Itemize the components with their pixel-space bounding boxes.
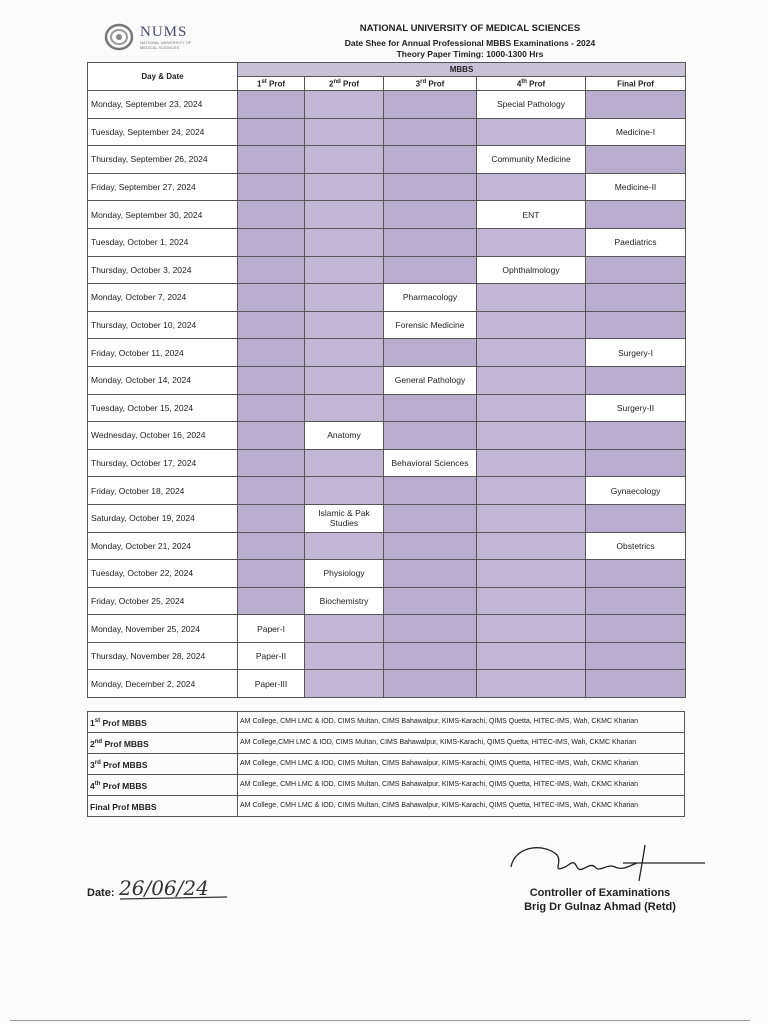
empty-cell <box>586 256 686 284</box>
empty-cell <box>586 449 686 477</box>
empty-cell <box>384 256 477 284</box>
empty-cell <box>477 615 586 643</box>
table-row <box>88 394 686 422</box>
empty-cell <box>477 670 586 698</box>
prof-label <box>88 775 238 796</box>
exam-cell: General Pathology <box>384 366 477 394</box>
column-suffix: th <box>521 78 527 85</box>
exam-cell: Anatomy <box>305 422 384 450</box>
column-header-2 <box>305 77 384 91</box>
empty-cell <box>384 560 477 588</box>
table-row <box>88 532 686 560</box>
column-header-1 <box>238 77 305 91</box>
exam-cell: Biochemistry <box>305 587 384 615</box>
empty-cell <box>384 477 477 505</box>
column-suffix: rd <box>420 78 427 85</box>
institutes-table <box>87 711 685 817</box>
table-row <box>88 311 686 339</box>
prof-text: Prof MBBS <box>103 759 148 770</box>
row-date: Monday, September 30, 2024 <box>88 201 238 229</box>
college-list: AM College, CMH LMC & IOD, CIMS Multan, CIMS Bahawalpur, KIMS-Karachi, QIMS Quetta, HITEC-IMS, Wah, CKMC Kharian <box>238 796 685 817</box>
column-label: Prof <box>343 79 360 89</box>
table-row <box>88 256 686 284</box>
prof-suffix: rd <box>94 760 101 767</box>
empty-cell <box>384 615 477 643</box>
column-header-5 <box>586 77 686 91</box>
empty-cell <box>384 587 477 615</box>
handwritten-date-icon <box>117 869 237 909</box>
empty-cell <box>238 284 305 312</box>
prof-suffix: nd <box>94 739 103 746</box>
empty-cell <box>238 91 305 119</box>
empty-cell <box>238 256 305 284</box>
column-number: Final Prof <box>617 79 654 89</box>
empty-cell <box>384 228 477 256</box>
empty-cell <box>305 228 384 256</box>
signature <box>505 837 705 892</box>
column-number: 3 <box>415 79 421 89</box>
paper-timing: Theory Paper Timing: 1000-1300 Hrs <box>396 49 544 59</box>
table-row <box>88 560 686 588</box>
empty-cell <box>305 615 384 643</box>
page-bottom-divider <box>10 1020 750 1021</box>
table-row <box>88 118 686 146</box>
table-row <box>88 339 686 367</box>
college-list: AM College, CMH LMC & IOD, CIMS Multan, CIMS Bahawalpur, KIMS-Karachi, QIMS Quetta, HITEC-IMS, Wah, CKMC Kharian <box>238 712 685 733</box>
empty-cell <box>477 504 586 532</box>
institute-row <box>88 796 685 817</box>
empty-cell <box>586 201 686 229</box>
table-row <box>88 284 686 312</box>
prof-label <box>88 712 238 733</box>
empty-cell <box>238 477 305 505</box>
institute-row <box>88 775 685 796</box>
empty-cell <box>305 91 384 119</box>
empty-cell <box>305 642 384 670</box>
empty-cell <box>384 670 477 698</box>
mbbs-group-header: MBBS <box>238 63 686 77</box>
college-list: AM College, CMH LMC & IOD, CIMS Multan, CIMS Bahawalpur, KIMS-Karachi, QIMS Quetta, HITEC-IMS, Wah, CKMC Kharian <box>238 754 685 775</box>
prof-number: 4 <box>90 780 95 791</box>
empty-cell <box>384 146 477 174</box>
empty-cell <box>238 587 305 615</box>
table-row <box>88 173 686 201</box>
college-list: AM College,CMH LMC & IOD, CIMS Multan, CIMS Bahawalpur, KIMS-Karachi, QIMS Quetta, HITEC-IMS, Wah, CKMC Kharian <box>238 733 685 754</box>
empty-cell <box>384 118 477 146</box>
empty-cell <box>305 449 384 477</box>
row-date: Friday, October 25, 2024 <box>88 587 238 615</box>
table-row <box>88 504 686 532</box>
exam-cell: Ophthalmology <box>477 256 586 284</box>
empty-cell <box>477 532 586 560</box>
prof-number: 3 <box>90 759 95 770</box>
empty-cell <box>305 394 384 422</box>
empty-cell <box>238 173 305 201</box>
empty-cell <box>477 311 586 339</box>
empty-cell <box>384 201 477 229</box>
row-date: Tuesday, October 1, 2024 <box>88 228 238 256</box>
table-row <box>88 366 686 394</box>
prof-number: 1 <box>90 717 95 728</box>
table-row <box>88 91 686 119</box>
prof-text: Prof MBBS <box>104 738 149 749</box>
empty-cell <box>305 173 384 201</box>
controller-title: Controller of Examinations <box>529 887 671 899</box>
row-date: Saturday, October 19, 2024 <box>88 504 238 532</box>
empty-cell <box>586 615 686 643</box>
empty-cell <box>586 284 686 312</box>
empty-cell <box>238 228 305 256</box>
table-row <box>88 422 686 450</box>
column-number: 4 <box>516 79 522 89</box>
exam-cell: Gynaecology <box>586 477 686 505</box>
table-row <box>88 642 686 670</box>
empty-cell <box>586 311 686 339</box>
row-date: Thursday, October 10, 2024 <box>88 311 238 339</box>
row-date: Monday, December 2, 2024 <box>88 670 238 698</box>
empty-cell <box>586 146 686 174</box>
empty-cell <box>238 560 305 588</box>
signature-icon <box>505 837 705 887</box>
empty-cell <box>384 91 477 119</box>
empty-cell <box>238 504 305 532</box>
institute-row <box>88 712 685 733</box>
logo-text: NUMS <box>140 24 188 40</box>
column-header-4 <box>477 77 586 91</box>
empty-cell <box>384 422 477 450</box>
row-date: Monday, October 14, 2024 <box>88 366 238 394</box>
column-suffix: st <box>261 78 267 85</box>
table-row <box>88 201 686 229</box>
row-date: Monday, October 7, 2024 <box>88 284 238 312</box>
prof-text: Final Prof MBBS <box>90 801 157 812</box>
empty-cell <box>238 422 305 450</box>
prof-suffix: st <box>94 718 101 725</box>
column-label: Prof <box>269 79 286 89</box>
date-sheet-table <box>87 62 686 698</box>
empty-cell <box>477 173 586 201</box>
svg-text:26/06/24: 26/06/24 <box>119 876 209 900</box>
prof-suffix: th <box>94 781 101 788</box>
table-row <box>88 615 686 643</box>
empty-cell <box>238 532 305 560</box>
empty-cell <box>384 532 477 560</box>
empty-cell <box>477 477 586 505</box>
institute-row <box>88 754 685 775</box>
prof-text: Prof MBBS <box>102 780 148 791</box>
empty-cell <box>305 201 384 229</box>
logo-subtext: NATIONAL UNIVERSITY OF MEDICAL SCIENCES <box>140 40 192 50</box>
exam-cell: Obstetrics <box>586 532 686 560</box>
empty-cell <box>238 449 305 477</box>
prof-label <box>88 733 238 754</box>
empty-cell <box>477 422 586 450</box>
prof-text: Prof MBBS <box>102 717 147 728</box>
empty-cell <box>586 670 686 698</box>
exam-cell: Surgery-II <box>586 394 686 422</box>
prof-label <box>88 754 238 775</box>
page-title: Date Shee for Annual Professional MBBS Examinations - 2024 <box>344 38 596 48</box>
empty-cell <box>477 587 586 615</box>
row-date: Tuesday, September 24, 2024 <box>88 118 238 146</box>
empty-cell <box>477 228 586 256</box>
empty-cell <box>305 670 384 698</box>
empty-cell <box>477 118 586 146</box>
table-row <box>88 587 686 615</box>
institute-row <box>88 733 685 754</box>
empty-cell <box>477 366 586 394</box>
empty-cell <box>477 642 586 670</box>
empty-cell <box>586 366 686 394</box>
empty-cell <box>477 560 586 588</box>
empty-cell <box>586 422 686 450</box>
empty-cell <box>305 339 384 367</box>
table-row <box>88 477 686 505</box>
empty-cell <box>384 339 477 367</box>
empty-cell <box>305 256 384 284</box>
table-row <box>88 146 686 174</box>
exam-cell: Behavioral Sciences <box>384 449 477 477</box>
empty-cell <box>586 91 686 119</box>
empty-cell <box>238 366 305 394</box>
column-label: Prof <box>428 79 445 89</box>
table-row <box>88 228 686 256</box>
column-number: 2 <box>328 79 334 89</box>
exam-cell: Paper-II <box>238 642 305 670</box>
row-date: Tuesday, October 15, 2024 <box>88 394 238 422</box>
college-list: AM College, CMH LMC & IOD, CIMS Multan, CIMS Bahawalpur, KIMS-Karachi, QIMS Quetta, HITEC-IMS, Wah, CKMC Kharian <box>238 775 685 796</box>
row-date: Friday, October 11, 2024 <box>88 339 238 367</box>
empty-cell <box>238 146 305 174</box>
exam-cell: Paper-I <box>238 615 305 643</box>
row-date: Monday, November 25, 2024 <box>88 615 238 643</box>
exam-cell: Community Medicine <box>477 146 586 174</box>
empty-cell <box>586 587 686 615</box>
row-date: Tuesday, October 22, 2024 <box>88 560 238 588</box>
empty-cell <box>305 477 384 505</box>
exam-cell: Special Pathology <box>477 91 586 119</box>
empty-cell <box>384 642 477 670</box>
empty-cell <box>586 560 686 588</box>
empty-cell <box>305 118 384 146</box>
row-date: Monday, October 21, 2024 <box>88 532 238 560</box>
row-date: Wednesday, October 16, 2024 <box>88 422 238 450</box>
empty-cell <box>586 642 686 670</box>
empty-cell <box>477 339 586 367</box>
column-header-3 <box>384 77 477 91</box>
empty-cell <box>477 449 586 477</box>
exam-cell: Paediatrics <box>586 228 686 256</box>
table-row <box>88 670 686 698</box>
row-date: Thursday, November 28, 2024 <box>88 642 238 670</box>
exam-cell: Physiology <box>305 560 384 588</box>
row-date: Friday, October 18, 2024 <box>88 477 238 505</box>
exam-cell: Islamic & Pak Studies <box>305 504 384 532</box>
row-date: Thursday, September 26, 2024 <box>88 146 238 174</box>
exam-cell: Forensic Medicine <box>384 311 477 339</box>
column-number: 1 <box>256 79 262 89</box>
exam-cell: Surgery-I <box>586 339 686 367</box>
empty-cell <box>384 504 477 532</box>
table-row <box>88 449 686 477</box>
empty-cell <box>238 394 305 422</box>
row-date: Thursday, October 3, 2024 <box>88 256 238 284</box>
empty-cell <box>305 366 384 394</box>
empty-cell <box>477 394 586 422</box>
nums-logo <box>104 22 194 52</box>
empty-cell <box>305 311 384 339</box>
empty-cell <box>305 146 384 174</box>
empty-cell <box>586 504 686 532</box>
nums-emblem-icon <box>104 22 136 52</box>
empty-cell <box>238 311 305 339</box>
exam-cell: ENT <box>477 201 586 229</box>
exam-cell: Medicine-II <box>586 173 686 201</box>
empty-cell <box>384 173 477 201</box>
column-suffix: nd <box>333 78 341 85</box>
empty-cell <box>238 339 305 367</box>
empty-cell <box>477 284 586 312</box>
column-label: Prof <box>529 79 546 89</box>
empty-cell <box>305 284 384 312</box>
row-date: Monday, September 23, 2024 <box>88 91 238 119</box>
empty-cell <box>238 201 305 229</box>
date-label: Date: <box>87 887 115 899</box>
exam-cell: Medicine-I <box>586 118 686 146</box>
row-date: Friday, September 27, 2024 <box>88 173 238 201</box>
empty-cell <box>238 118 305 146</box>
empty-cell <box>384 394 477 422</box>
prof-label <box>88 796 238 817</box>
exam-cell: Paper-III <box>238 670 305 698</box>
controller-name: Brig Dr Gulnaz Ahmad (Retd) <box>524 901 676 913</box>
prof-number: 2 <box>90 738 95 749</box>
row-date: Thursday, October 17, 2024 <box>88 449 238 477</box>
empty-cell <box>305 532 384 560</box>
exam-cell: Pharmacology <box>384 284 477 312</box>
day-date-header: Day & Date <box>88 63 238 91</box>
university-name: NATIONAL UNIVERSITY OF MEDICAL SCIENCES <box>359 23 581 34</box>
